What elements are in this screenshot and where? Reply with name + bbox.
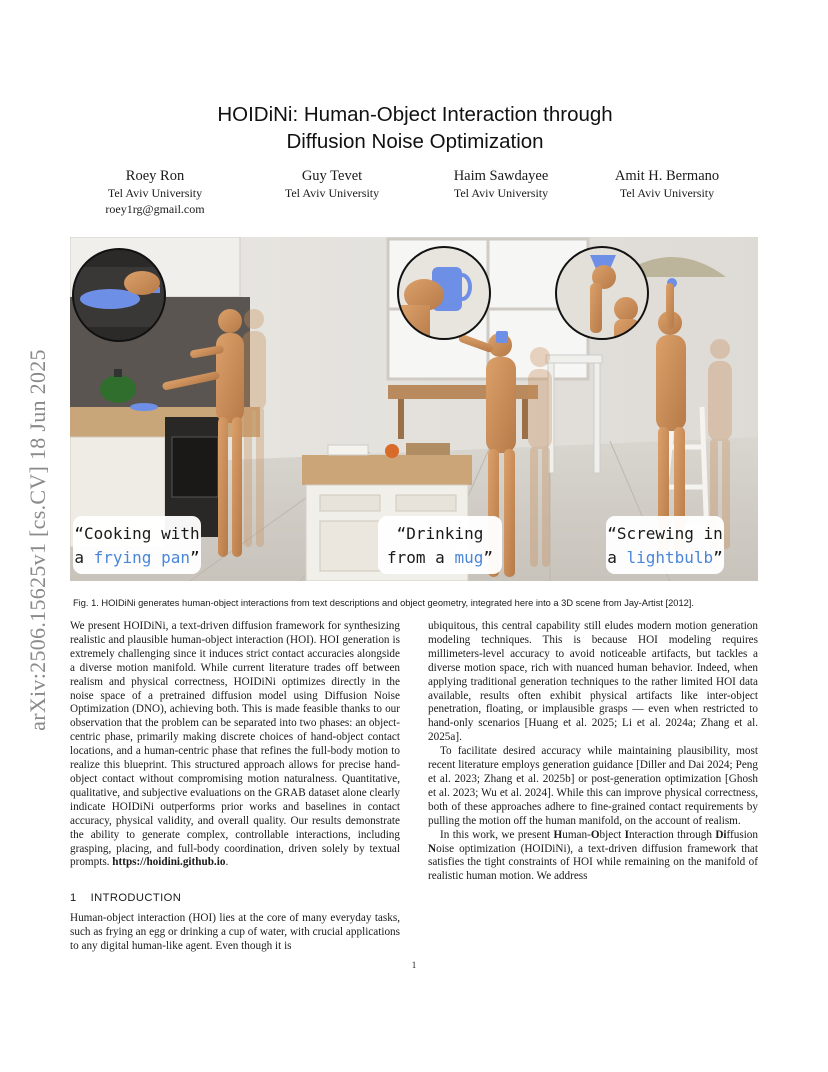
label-cooking — [73, 516, 201, 574]
intro-paragraph-1: Human-object interaction (HOI) lies at the core of many everyday tasks, such as frying an egg or drinking a cup of water, with crucial applications to any digital human-like agent. Even though it is — [70, 912, 400, 953]
abstract: We present HOIDiNi, a text-driven diffusion framework for synthesizing realistic and plausible human-object interaction (HOI). HOI generation is extremely challenging since it induces strict contact accuracies alongside a diverse motion manifold. While current literature trades off between realism and physical correctness, HOIDiNi optimizes directly in the noise space of a pretrained diffusion model using Diffusion Noise Optimization (DNO), achieving both. This is made feasible thanks to our observation that the problem can be separated into two phases: an object-centric phase, primarily making discrete choices of hand-object contact locations, and a human-centric phase that refines the full-body motion to realize this blueprint. This structured approach allows for precise hand-object contact without compromising motion naturalness. Quantitative, qualitative, and subjective evaluations on the GRAB dataset alone clearly indicate HOIDiNi outperforms prior works and baselines in contact accuracy, physical validity, and overall quality. Our results demonstrate the ability to generate complex, controllable interactions, including grasping, placing, and full-body coordination, driven solely by textual prompts. https://hoidini.github.io. — [70, 620, 400, 869]
label-line-2: a lightbulb” — [607, 548, 723, 567]
author-email: roey1rg@gmail.com — [105, 202, 205, 216]
intro-paragraph-3: In this work, we present Human-Object Interaction through Diffusion Noise optimization (HOIDiNi), a text-driven diffusion framework that satisfies the tight constraints of HOI while remaining on the manifold of realistic human motion. We address — [428, 828, 758, 883]
right-column — [428, 620, 758, 884]
label-drinking — [378, 516, 502, 574]
abstract-text: We present HOIDiNi, a text-driven diffusion framework for synthesizing realistic and plausible human-object interaction (HOI). HOI generation is extremely challenging since it induces strict contact accuracies alongside a diverse motion manifold. While current literature trades off between realism and physical correctness, HOIDiNi optimizes directly in the noise space of a pretrained diffusion model using Diffusion Noise Optimization (DNO), achieving both. This is made feasible thanks to our observation that the problem can be separated into two phases: an object-centric phase, primarily making discrete choices of hand-object contact locations, and a human-centric phase that refines the full-body motion to realize this blueprint. This structured approach allows for precise hand-object contact without compromising motion naturalness. Quantitative, qualitative, and subjective evaluations on the GRAB dataset alone clearly indicate HOIDiNi outperforms prior works and baselines in contact accuracy, physical validity, and overall quality. Our results demonstrate the ability to generate complex, controllable interactions, including grasping, placing, and full-body coordination, driven solely by textual prompts. — [70, 620, 400, 869]
paper-title — [70, 101, 760, 155]
author-name: Haim Sawdayee — [453, 168, 549, 184]
label-line-1: “Screwing in — [607, 524, 723, 543]
section-title: INTRODUCTION — [90, 892, 182, 905]
chair — [546, 355, 602, 363]
label-highlight: frying pan — [93, 548, 190, 567]
author-name: Guy Tevet — [301, 168, 363, 184]
label-highlight: lightbulb — [626, 548, 714, 567]
section-heading-introduction — [70, 892, 400, 906]
teaser-figure — [70, 237, 758, 581]
left-column — [70, 620, 400, 954]
project-link[interactable]: https://hoidini.github.io — [112, 856, 226, 869]
green-kettle — [100, 375, 136, 403]
author-4 — [582, 167, 752, 201]
book — [328, 445, 368, 455]
frying-pan — [130, 403, 158, 411]
page-number: 1 — [411, 960, 417, 970]
tomato — [385, 444, 399, 458]
author-name: Amit H. Bermano — [614, 168, 720, 184]
author-affiliation: Tel Aviv University — [619, 186, 715, 200]
label-line-1: “Cooking with — [74, 524, 200, 543]
mug — [496, 331, 508, 343]
author-2 — [247, 167, 417, 201]
author-list — [70, 167, 760, 219]
title-line-1: HOIDiNi: Human-Object Interaction through — [217, 103, 613, 126]
author-affiliation: Tel Aviv University — [284, 186, 380, 200]
section-number: 1 — [70, 892, 77, 905]
intro-paragraph-continued: ubiquitous, this central capability still eludes modern motion generation modeling techniques. This is because HOI modeling requires millimeters-level accuracy to avoid noticeable artifacts, but tackles a diverse motion space, rich with nuanced human behavior. Indeed, when applying traditional generation techniques to the rather limited HOI data available, results often exhibit physical artifacts like inter-object penetration, floating, or implausible grasps — even when restricted to hand-only scenarios [Huang et al. 2025; Li et al. 2024a; Zhang et al. 2025a]. — [428, 620, 758, 744]
author-affiliation: Tel Aviv University — [107, 186, 203, 200]
label-screwing — [606, 516, 724, 574]
author-affiliation: Tel Aviv University — [453, 186, 549, 200]
kitchen-scene-illustration — [70, 237, 758, 581]
label-highlight: mug — [454, 548, 484, 567]
intro-paragraph-2: To facilitate desired accuracy while maintaining plausibility, most recent literature employs generation guidance [Diller and Dai 2024; Peng et al. 2023; Zhang et al. 2025b] or post-generation optimization [Ghosh et al. 2023; Wu et al. 2024]. While this can improve physical correctness, both of these approaches adhere to fine-grained contact requirements by pulling the motion off the human manifold, on the account of realism. — [428, 745, 758, 827]
label-line-1: “Drinking — [396, 524, 484, 543]
label-line-2: a frying pan” — [74, 548, 200, 567]
author-name: Roey Ron — [125, 168, 185, 184]
author-3 — [416, 167, 586, 201]
arxiv-identifier-stamp — [16, 300, 60, 780]
author-1 — [70, 167, 240, 217]
label-line-2: from a mug” — [387, 548, 493, 567]
figure-caption: Fig. 1. HOIDiNi generates human-object interactions from text descriptions and object geometry, integrated here into a 3D scene from Jay-Artist [2012]. — [73, 598, 694, 608]
arxiv-id-text: arXiv:2506.15625v1 [cs.CV] 18 Jun 2025 — [25, 349, 50, 731]
title-line-2: Diffusion Noise Optimization — [286, 130, 544, 153]
island-countertop — [302, 455, 472, 485]
